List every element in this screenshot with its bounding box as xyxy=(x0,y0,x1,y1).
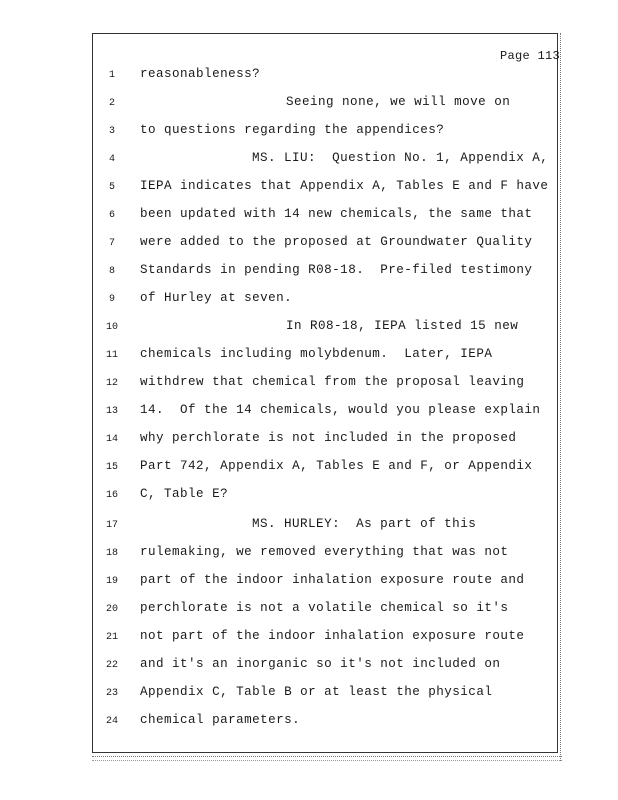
line-text: rulemaking, we removed everything that was not xyxy=(140,545,509,559)
transcript-line xyxy=(0,517,618,537)
line-number: 19 xyxy=(105,576,118,587)
transcript-line xyxy=(0,629,618,649)
transcript-line xyxy=(0,657,618,677)
line-text: Standards in pending R08-18. Pre-filed testimony xyxy=(140,263,533,277)
line-number: 24 xyxy=(105,716,118,727)
line-text: MS. HURLEY: As part of this xyxy=(252,517,477,531)
transcript-line xyxy=(0,319,618,339)
transcript-line xyxy=(0,403,618,423)
line-text: C, Table E? xyxy=(140,487,229,501)
line-number: 16 xyxy=(105,490,118,501)
line-number: 17 xyxy=(105,520,118,531)
line-text: MS. LIU: Question No. 1, Appendix A, xyxy=(252,151,549,165)
page-edge-bottom xyxy=(92,756,562,759)
line-text: withdrew that chemical from the proposal leaving xyxy=(140,375,525,389)
line-text: Part 742, Appendix A, Tables E and F, or Appendix xyxy=(140,459,533,473)
line-text: In R08-18, IEPA listed 15 new xyxy=(286,319,519,333)
line-number: 22 xyxy=(105,660,118,671)
line-number: 6 xyxy=(108,210,115,221)
transcript-line xyxy=(0,123,618,143)
line-text: been updated with 14 new chemicals, the same that xyxy=(140,207,533,221)
line-number: 21 xyxy=(105,632,118,643)
line-number: 15 xyxy=(105,462,118,473)
line-number: 2 xyxy=(108,98,115,109)
line-number: 12 xyxy=(105,378,118,389)
line-text: perchlorate is not a volatile chemical so it's xyxy=(140,601,509,615)
transcript-line xyxy=(0,95,618,115)
transcript-line xyxy=(0,347,618,367)
transcript-line xyxy=(0,545,618,565)
transcript-line xyxy=(0,573,618,593)
transcript-line xyxy=(0,207,618,227)
line-text: part of the indoor inhalation exposure route and xyxy=(140,573,525,587)
transcript-line xyxy=(0,601,618,621)
line-text: and it's an inorganic so it's not included on xyxy=(140,657,501,671)
line-text: chemicals including molybdenum. Later, IEPA xyxy=(140,347,493,361)
line-text: Appendix C, Table B or at least the physical xyxy=(140,685,493,699)
line-text: 14. Of the 14 chemicals, would you please explain xyxy=(140,403,541,417)
line-number: 18 xyxy=(105,548,118,559)
page-edge-bottom-inner xyxy=(92,760,562,762)
transcript-line xyxy=(0,375,618,395)
transcript-line xyxy=(0,487,618,507)
line-text: not part of the indoor inhalation exposure route xyxy=(140,629,525,643)
line-number: 7 xyxy=(108,238,115,249)
line-text: why perchlorate is not included in the proposed xyxy=(140,431,517,445)
line-number: 5 xyxy=(108,182,115,193)
line-text: chemical parameters. xyxy=(140,713,301,727)
transcript-line xyxy=(0,179,618,199)
line-text: of Hurley at seven. xyxy=(140,291,293,305)
transcript-line xyxy=(0,459,618,479)
transcript-line xyxy=(0,263,618,283)
line-number: 10 xyxy=(105,322,118,333)
line-text: to questions regarding the appendices? xyxy=(140,123,445,137)
line-text: IEPA indicates that Appendix A, Tables E and F have xyxy=(140,179,549,193)
line-number: 14 xyxy=(105,434,118,445)
transcript-line xyxy=(0,685,618,705)
line-number: 9 xyxy=(108,294,115,305)
line-text: reasonableness? xyxy=(140,67,261,81)
transcript-line xyxy=(0,713,618,733)
line-text: Seeing none, we will move on xyxy=(286,95,511,109)
page-number: Page 113 xyxy=(500,49,561,63)
line-number: 20 xyxy=(105,604,118,615)
line-number: 4 xyxy=(108,154,115,165)
transcript-line xyxy=(0,151,618,171)
transcript-line xyxy=(0,67,618,87)
line-number: 23 xyxy=(105,688,118,699)
line-number: 8 xyxy=(108,266,115,277)
line-number: 13 xyxy=(105,406,118,417)
transcript-line xyxy=(0,291,618,311)
line-number: 3 xyxy=(108,126,115,137)
line-number: 1 xyxy=(108,70,115,81)
line-text: were added to the proposed at Groundwater Quality xyxy=(140,235,533,249)
transcript-line xyxy=(0,235,618,255)
line-number: 11 xyxy=(105,350,118,361)
transcript-line xyxy=(0,431,618,451)
